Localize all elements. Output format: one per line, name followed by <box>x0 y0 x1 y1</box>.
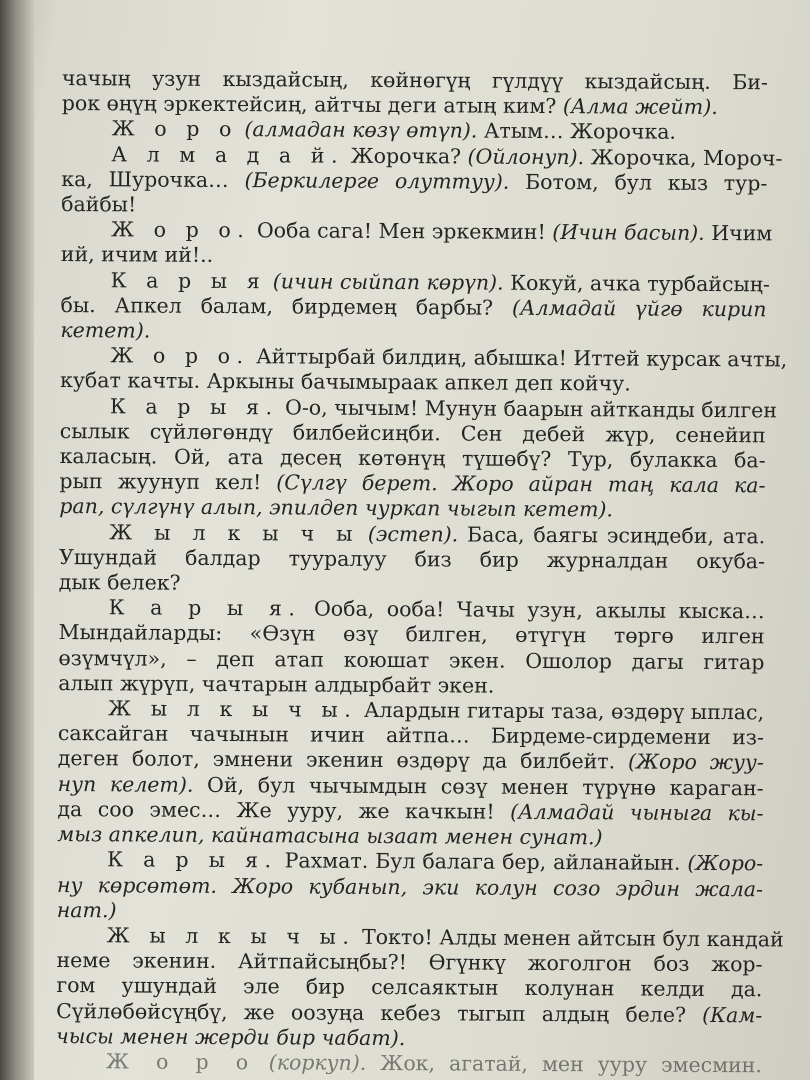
dialogue-text: Ооба сага! Мен эркекмин! <box>250 218 553 245</box>
speaker-name: К а р ы я. <box>107 847 278 873</box>
dialogue-text: ка, Шурочка… <box>61 166 245 192</box>
stage-direction: нуп келет). <box>57 771 194 797</box>
dialogue-text: Алардын гитары таза, өздөрү ыплас, <box>357 697 765 725</box>
speaker-name: Ж ы л к ы ч ы <box>109 519 360 546</box>
dialogue-text: деген болот, эмнени экенин өздөрү да билбейт. <box>57 746 629 774</box>
dialogue-text: Ботом, бул кыз тур- <box>509 169 768 196</box>
dialogue-text: неме экенин. Айтпайсыңбы?! Өгүнкү жоголгон боз жор- <box>56 948 763 977</box>
dialogue-text: Токто! Алды менен айтсын бул кандай <box>355 924 784 952</box>
speaker-name: Ж о р о. <box>110 217 251 243</box>
speaker-name: Ж о р о <box>111 116 239 142</box>
dialogue-text: Ой, бул чычымдын сөзү менен түрүнө караган- <box>193 772 764 800</box>
stage-direction: мыз апкелип, кайнатасына ызаат менен сунат.) <box>57 822 603 850</box>
speaker-name: А л м а д а й. <box>111 141 345 168</box>
dialogue-text: бы. Апкел балам, бирдемең барбы? <box>60 292 513 320</box>
stage-direction: чысы менен жерди бир чабат). <box>56 1023 406 1050</box>
dialogue-text <box>255 1050 269 1074</box>
stage-direction: (эстеп). <box>367 521 459 547</box>
dialogue-text: О-о, чычым! Мунун баарын айтканды билген <box>278 394 778 423</box>
stage-direction: (алмадан көзү өтүп). <box>244 117 478 143</box>
stage-direction: кетет). <box>60 318 151 343</box>
stage-direction: (Жоро жуу- <box>627 749 764 775</box>
dialogue-text: саксайган чачынын ичин айтпа… Бирдеме-сирдемени из- <box>57 721 764 750</box>
text-line <box>56 1049 762 1079</box>
dialogue-text: Кокуй, ачка турбайсың- <box>503 270 770 296</box>
dialogue-text: Рахмат. Бул балага бер, айланайын. <box>277 848 688 876</box>
dialogue-text: рок өңүң эркектейсиң, айтчы деги атың ким? <box>61 91 563 119</box>
speaker-name: К а р ы я. <box>108 595 302 621</box>
speaker-name: К а р ы я <box>110 267 267 293</box>
stage-direction: рап, сүлгүнү алып, эпилдеп чуркап чыгып кетет). <box>59 494 614 522</box>
speaker-name: К а р ы я. <box>109 393 279 419</box>
dialogue-text: гом ушундай эле бир селсаяктын колунан келди да. <box>56 973 763 1002</box>
stage-direction: (ичин сыйпап көрүп). <box>272 268 504 295</box>
text-line <box>60 293 766 323</box>
dialogue-text: каласың. Ой, ата десең көтөнүң түшөбү? Тур, булакка ба- <box>59 444 766 473</box>
stage-direction: (Алмадай чыныга кы- <box>510 799 764 826</box>
stage-direction: (Алмадай үйгө кирип <box>511 295 767 322</box>
stage-direction: (коркуп). <box>268 1050 367 1075</box>
stage-direction: нат.) <box>56 897 117 923</box>
stage-direction: (Сүлгү берет. Жоро айран таң кала ка- <box>276 470 766 498</box>
dialogue-text: рып жуунуп кел! <box>59 469 277 495</box>
text-line <box>61 167 767 197</box>
dialogue-text: Баса, баягы эсиңдеби, ата. <box>458 522 766 548</box>
dialogue-text: Жорочка, Мороч- <box>584 144 783 171</box>
speaker-name: Ж ы л к ы ч ы. <box>106 923 356 949</box>
stage-direction: ну көрсөтөт. Жоро кубанып, эки колун созо эрдин жала- <box>56 872 764 901</box>
dialogue-text: Ушундай балдар тууралуу биз бир журналдан окуба- <box>58 544 766 574</box>
speaker-name: Ж о р о <box>105 1049 255 1075</box>
stage-direction: (Алма жейт). <box>562 94 718 120</box>
dialogue-text: чачың узун кыздайсың, көйнөгүң гүлдүү кыздайсың. Би- <box>61 66 768 95</box>
dialogue-text: кубат качты. Аркыны бачымыраак апкел деп койчу. <box>60 368 631 396</box>
dialogue-text: алып жүрүп, чачтарын алдырбайт экен. <box>58 670 495 698</box>
book-gutter-shadow <box>0 0 34 1080</box>
stage-direction: (Ичин басып). <box>552 220 705 246</box>
page-text <box>56 66 788 1078</box>
speaker-name: Ж о р о. <box>110 343 250 369</box>
text-line <box>57 872 763 902</box>
dialogue-text: Мындайларды: «Өзүн өзү билген, өтүгүн төргө илген <box>58 620 765 649</box>
dialogue-text: байбы! <box>61 192 137 217</box>
dialogue-text: дык белек? <box>58 570 181 595</box>
dialogue-text: Ичим <box>704 221 773 246</box>
dialogue-text: Атым… Жорочка. <box>477 118 677 145</box>
dialogue-text: Жок, агатай, мен ууру эмесмин. <box>366 1050 762 1078</box>
stage-direction: (Беркилерге олуттуу). <box>244 167 510 194</box>
dialogue-text: Ооба, ооба! Чачы узун, акылы кыска… <box>301 596 765 624</box>
stage-direction: (Кам- <box>702 1002 763 1027</box>
dialogue-text: Жорочка? <box>344 143 468 169</box>
dialogue-text: да соо эмес… Же ууру, же качкын! <box>57 796 511 824</box>
dialogue-text: өзүмчүл», – деп атап коюшат экен. Ошолор дагы гитар <box>58 645 765 674</box>
dialogue-text: Сүйлөбөйсүңбү, же оозуңа кебез тыгып алдың беле? <box>56 998 703 1027</box>
dialogue-text: сылык сүйлөгөндү билбейсиңби. Сен дебей жүр, сенейип <box>59 418 766 448</box>
dialogue-text <box>359 521 368 545</box>
stage-direction: (Жоро- <box>687 851 764 876</box>
speaker-name: Ж ы л к ы ч ы. <box>108 696 358 722</box>
stage-direction: (Ойлонуп). <box>467 144 585 169</box>
dialogue-text: Айттырбай билдиң, абышка! Иттей курсак ачты, <box>249 344 788 372</box>
dialogue-text: ий, ичим ий!.. <box>60 242 214 268</box>
